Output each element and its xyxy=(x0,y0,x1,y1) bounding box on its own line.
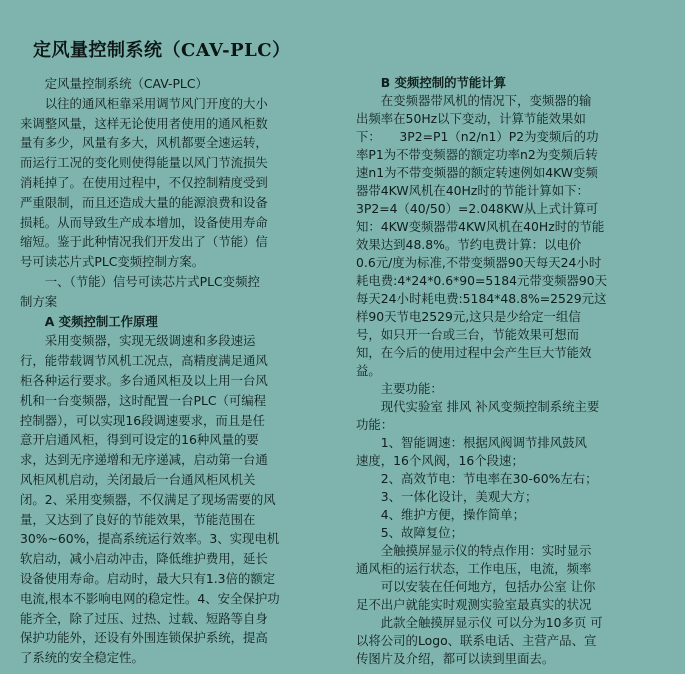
left-text-line: 机和一台变频器，这时配置一台PLC（可编程 xyxy=(20,392,267,408)
left-text-line: 行，能带载调节风机工况点，高精度满足通风 xyxy=(20,353,268,369)
right-text-line: 功能： xyxy=(356,417,394,432)
left-text-line: 缩短。鉴于此种情况我们开发出了（节能）信 xyxy=(20,234,268,250)
left-text-line: 保护功能外，还设有外围连锁保护系统，提高 xyxy=(20,630,268,646)
left-text-line: 软启动，减小启动冲击，降低维护费用，延长 xyxy=(20,551,268,567)
left-text-line: 制方案 xyxy=(20,293,58,309)
right-text-line: 速度，16个风阀，16个段速； xyxy=(356,453,524,468)
right-text-line: 效果达到48.8%。节约电费计算：以电价 xyxy=(356,237,582,252)
right-text-line: B 变频控制的节能计算 xyxy=(356,75,507,90)
right-text-line: 知：4KW变频器带4KW风机在40Hz时的节能 xyxy=(356,219,605,234)
right-text-line: 此款全触摸屏显示仪 可以分为10多页 可 xyxy=(356,615,603,630)
right-text-line: 可以安装在任何地方，包括办公室 让你 xyxy=(356,579,596,594)
right-text-line: 器带4KW风机在40Hz时的节能计算如下： xyxy=(356,183,589,198)
right-text-line: 号，如只开一台或三台，节能效果可想而 xyxy=(356,327,580,342)
left-text-line: 控制器），可以实现16段调速要求，而且是任 xyxy=(20,412,265,428)
page-title: 定风量控制系统（CAV-PLC） xyxy=(33,40,291,61)
left-text-line: 30%~60%，提高系统运行效率。3、实现电机 xyxy=(20,531,280,547)
right-text-line: 全触摸屏显示仪的特点作用：实时显示 xyxy=(356,543,592,558)
left-text-line: 以往的通风柜靠采用调节风门开度的大小 xyxy=(20,95,268,111)
right-text-line: 耗电费:4*24*0.6*90=5184元带变频器90天 xyxy=(356,273,608,288)
left-text-line: 设备使用寿命。启动时，最大只有1.3倍的额定 xyxy=(20,570,276,586)
left-text-line: 求，达到无序递增和无序递减，启动第一台通 xyxy=(20,452,268,468)
right-text-line: 益。 xyxy=(356,363,381,378)
left-text-line: 号可读芯片式PLC变频控制方案。 xyxy=(20,254,205,270)
right-text-line: 以将公司的Logo、联系电话、主营产品、宣 xyxy=(356,633,597,648)
right-text-line: 知，在今后的使用过程中会产生巨大节能效 xyxy=(356,345,592,360)
left-text-line: 损耗。从而导致生产成本增加，设备使用寿命 xyxy=(20,214,268,230)
left-text-line: 定风量控制系统（CAV-PLC） xyxy=(20,76,208,91)
left-text-line: 风柜风机启动，关闭最后一台通风柜风机关 xyxy=(20,471,256,487)
left-text-line: 了系统的安全稳定性。 xyxy=(20,650,144,666)
left-text-line: 严重限制，而且还造成大量的能源浪费和设备 xyxy=(20,194,268,210)
left-text-line: 量，又达到了良好的节能效果，节能范围在 xyxy=(20,511,256,527)
right-text-line: 现代实验室 排风 补风变频控制系统主要 xyxy=(356,399,600,414)
left-text-line: 来调整风量，这样无论使用者使用的通风柜数 xyxy=(20,115,268,131)
right-text-line: 0.6元/度为标准,不带变频器90天每天24小时 xyxy=(356,255,602,270)
right-text-line: 每天24小时耗电费:5184*48.8%=2529元这 xyxy=(356,291,607,306)
left-text-line: 意开启通风柜，得到可设定的16种风量的要 xyxy=(20,432,259,448)
right-text-line: 速n1为不带变频器的额定转速例如4KW变频 xyxy=(356,165,598,180)
left-text-line: 闭。2、采用变频器，不仅满足了现场需要的风 xyxy=(20,491,276,507)
left-text-line: 柜各种运行要求。多台通风柜及以上用一台风 xyxy=(20,372,268,388)
right-text-line: 5、故障复位； xyxy=(356,525,464,540)
left-text-line: A 变频控制工作原理 xyxy=(20,313,158,329)
left-text-line: 电流,根本不影响电网的稳定性。4、安全保护功 xyxy=(20,590,280,606)
left-text-line: 消耗掉了。在使用过程中，不仅控制精度受到 xyxy=(20,174,268,190)
right-text-line: 下： 3P2=P1（n2/n1）P2为变频后的功 xyxy=(356,129,599,144)
right-text-line: 样90天节电2529元,这只是少给定一组信 xyxy=(356,309,581,324)
left-text-line: 而运行工况的变化则使得能量以风门节流损失 xyxy=(20,155,268,171)
left-text-line: 采用变频器，实现无级调速和多段速运 xyxy=(20,333,256,349)
right-text-line: 3、一体化设计，美观大方； xyxy=(356,489,538,504)
right-text-line: 主要功能： xyxy=(356,381,443,396)
right-column xyxy=(356,74,674,668)
right-text-line: 在变频器带风机的情况下，变频器的输 xyxy=(356,93,592,108)
right-text-line: 传图片及介绍，都可以读到里面去。 xyxy=(356,651,555,666)
left-text-line: 一、（节能）信号可读芯片式PLC变频控 xyxy=(20,273,260,289)
right-text-line: 足不出户就能实时观测实验室最真实的状况 xyxy=(356,597,592,612)
right-text-line: 率P1为不带变频器的额定功率n2为变频后转 xyxy=(356,147,598,162)
left-column xyxy=(20,74,338,668)
right-text-line: 出频率在50Hz以下变动，计算节能效果如 xyxy=(356,111,586,126)
left-text-line: 量有多少，风量有多大，风机都要全速运转， xyxy=(20,135,268,151)
right-text-line: 4、维护方便，操作简单； xyxy=(356,507,525,522)
right-text-line: 1、智能调速：根据风阀调节排风鼓风 xyxy=(356,435,587,450)
right-text-line: 2、高效节电：节电率在30-60%左右； xyxy=(356,471,598,486)
left-text-line: 能齐全，除了过压、过热、过载、短路等自身 xyxy=(20,610,268,626)
right-text-line: 3P2=4（40/50）=2.048KW从上式计算可 xyxy=(356,201,599,216)
right-text-line: 通风柜的运行状态，工作电压，电流，频率 xyxy=(356,561,592,576)
